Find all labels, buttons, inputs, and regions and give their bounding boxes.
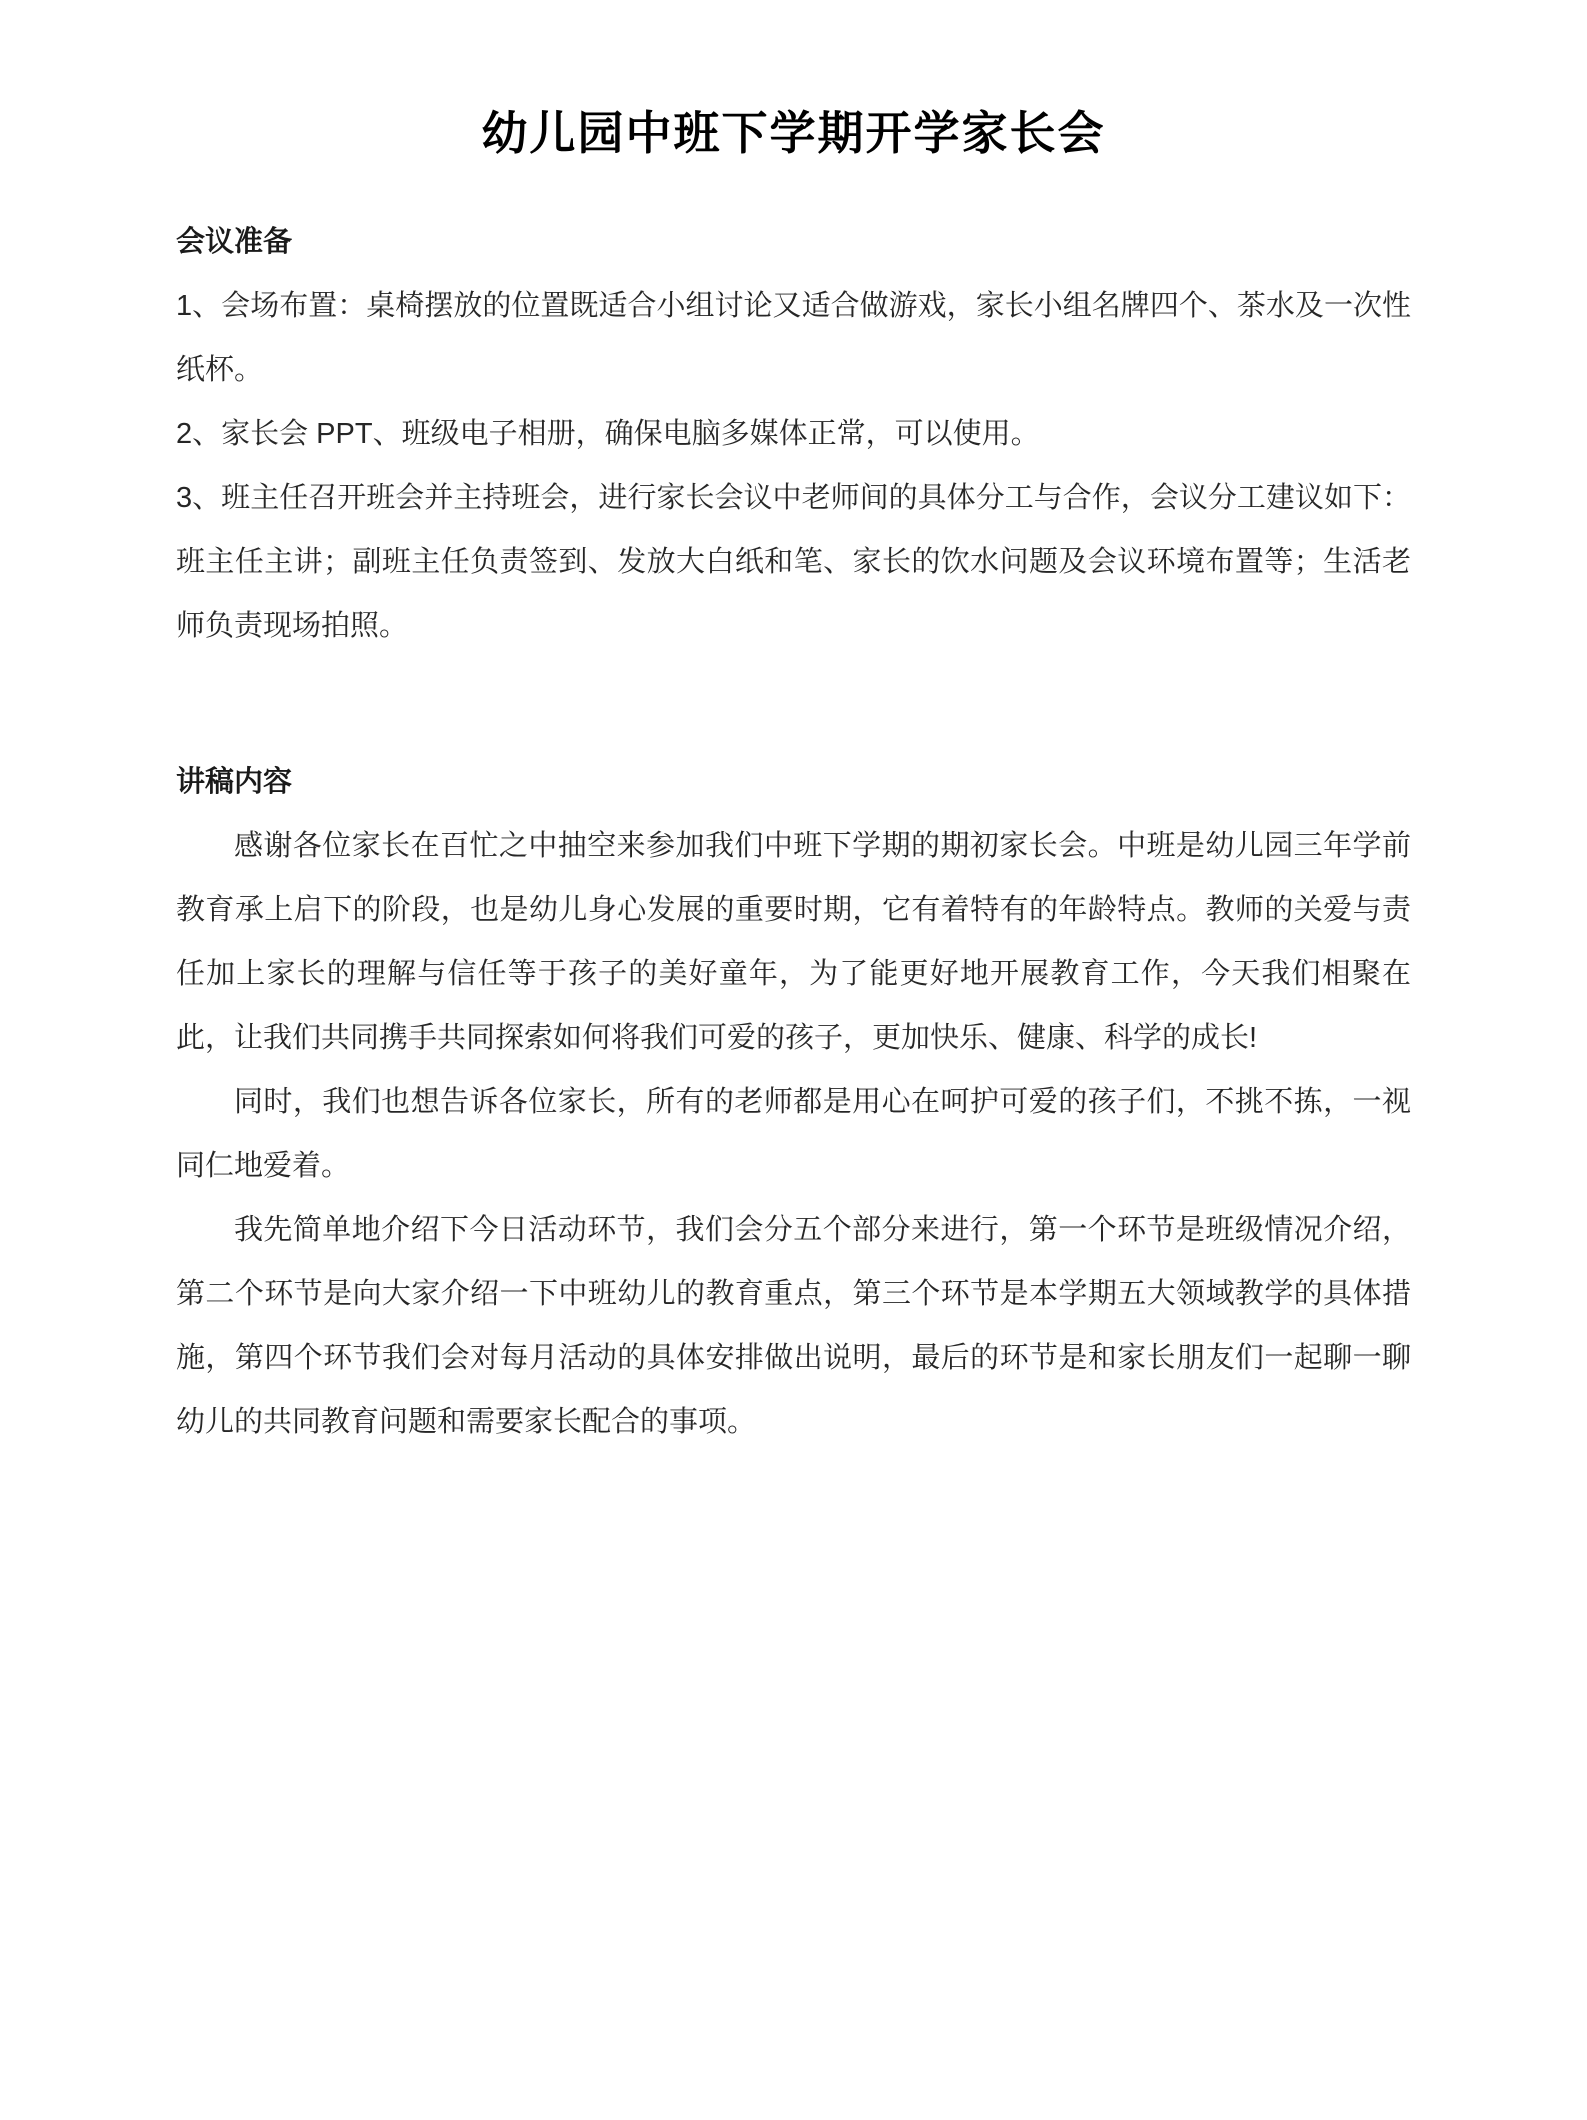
paragraph-preparation-item-1: 1、会场布置：桌椅摆放的位置既适合小组讨论又适合做游戏，家长小组名牌四个、茶水及一次性纸杯。	[176, 290, 1411, 386]
paragraph-preparation-item-3: 3、班主任召开班会并主持班会，进行家长会议中老师间的具体分工与合作，会议分工建议如下：班主任主讲；副班主任负责签到、发放大白纸和笔、家长的饮水问题及会议环境布置等；生活老师负责现场拍照。	[176, 482, 1411, 642]
paragraph-preparation-item-2: 2、家长会 PPT、班级电子相册，确保电脑多媒体正常，可以使用。	[176, 418, 1040, 450]
paragraph-speech-3: 我先简单地介绍下今日活动环节，我们会分五个部分来进行，第一个环节是班级情况介绍，第二个环节是向大家介绍一下中班幼儿的教育重点，第三个环节是本学期五大领域教学的具体措施，第四个环节我们会对每月活动的具体安排做出说明，最后的环节是和家长朋友们一起聊一聊幼儿的共同教育问题和需要家长配合的事项。	[176, 1214, 1411, 1438]
section-heading-meeting-preparation: 会议准备	[176, 226, 293, 258]
paragraph-speech-2: 同时，我们也想告诉各位家长，所有的老师都是用心在呵护可爱的孩子们，不挑不拣，一视同仁地爱着。	[176, 1086, 1411, 1182]
section-heading-speech-content: 讲稿内容	[176, 766, 293, 798]
document-title: 幼儿园中班下学期开学家长会	[481, 107, 1106, 159]
paragraph-speech-1: 感谢各位家长在百忙之中抽空来参加我们中班下学期的期初家长会。中班是幼儿园三年学前教育承上启下的阶段，也是幼儿身心发展的重要时期，它有着特有的年龄特点。教师的关爱与责任加上家长的理解与信任等于孩子的美好童年，为了能更好地开展教育工作，今天我们相聚在此，让我们共同携手共同探索如何将我们可爱的孩子，更加快乐、健康、科学的成长!	[176, 830, 1411, 1054]
